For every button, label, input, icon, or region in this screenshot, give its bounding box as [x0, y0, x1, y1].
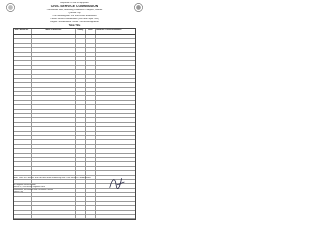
table-cell [96, 96, 135, 99]
table-cell [86, 123, 96, 126]
table-cell [14, 118, 32, 121]
table-title: Table Title [68, 24, 81, 27]
table-cell [14, 132, 32, 135]
table-cell [76, 105, 86, 108]
column-header-seat: Seat / Room No. [14, 29, 32, 34]
table-cell [76, 145, 86, 148]
column-header-name: Name of Examinee [32, 29, 76, 34]
table-cell [86, 105, 96, 108]
table-cell [76, 140, 86, 143]
table-cell [76, 44, 86, 47]
table-cell [76, 101, 86, 104]
table-cell [96, 211, 135, 214]
table-cell [14, 145, 32, 148]
table-cell [86, 154, 96, 157]
table-cell [96, 57, 135, 60]
header-city: Quezon City [68, 12, 81, 14]
table-cell [96, 35, 135, 38]
table-cell [96, 167, 135, 170]
column-header-rating: Rating [76, 29, 86, 34]
table-cell [86, 61, 96, 64]
table-cell [76, 53, 86, 56]
header-republic: Republic of the Philippines [60, 2, 89, 4]
signatory-line-3: Examination, Recruitment and Placement Division [13, 188, 53, 191]
table-cell [32, 96, 76, 99]
table-cell [86, 127, 96, 130]
table-cell [32, 145, 76, 148]
table-cell [32, 101, 76, 104]
table-cell [86, 96, 96, 99]
table-cell [14, 167, 32, 170]
table-cell [76, 35, 86, 38]
signatory-line-2: Director IV, Civil Service Regional Office [13, 186, 45, 189]
table-cell [86, 136, 96, 139]
table-cell [96, 48, 135, 51]
table-cell [14, 44, 32, 47]
table-cell [86, 83, 96, 86]
table-cell [86, 162, 96, 165]
handwritten-signature [108, 174, 126, 192]
table-cell [86, 88, 96, 91]
table-cell [96, 127, 135, 130]
table-cell [14, 123, 32, 126]
signatory-line-4: Quezon City [13, 190, 23, 193]
table-cell [14, 162, 32, 165]
table-cell [14, 83, 32, 86]
header-heading: The Following Are The Successful Examinees [52, 15, 97, 17]
table-cell [32, 180, 76, 183]
table-cell [32, 114, 76, 117]
table-cell [14, 53, 32, 56]
table-cell [86, 189, 96, 192]
table-cell [32, 61, 76, 64]
table-cell [32, 171, 76, 174]
table-cell [96, 132, 135, 135]
table-cell [96, 61, 135, 64]
header-exam-name: Career Service Examination (Pen and Paper Test) [50, 18, 99, 20]
table-cell [86, 140, 96, 143]
table-cell [32, 105, 76, 108]
table-cell [76, 197, 86, 200]
table-cell [96, 79, 135, 82]
table-cell [76, 61, 86, 64]
table-cell [76, 149, 86, 152]
table-cell [32, 211, 76, 214]
table-cell [32, 193, 76, 196]
table-cell [96, 154, 135, 157]
table-cell [32, 110, 76, 113]
table-cell [96, 53, 135, 56]
table-cell [76, 79, 86, 82]
table-cell [96, 215, 135, 218]
table-cell [76, 96, 86, 99]
table-cell [96, 149, 135, 152]
table-cell [14, 140, 32, 143]
table-cell [32, 79, 76, 82]
table-cell [76, 193, 86, 196]
table-cell [14, 66, 32, 69]
table-cell [76, 88, 86, 91]
column-header-remarks: Remarks / Passed Examinees [96, 29, 122, 31]
table-cell [14, 180, 32, 183]
table-cell [14, 158, 32, 161]
table-cell [32, 48, 76, 51]
table-cell [96, 202, 135, 205]
table-cell [14, 127, 32, 130]
table-cell [14, 96, 32, 99]
table-cell [32, 39, 76, 42]
table-cell [86, 44, 96, 47]
table-cell [96, 101, 135, 104]
table-cell [32, 44, 76, 47]
table-cell [14, 48, 32, 51]
table-cell [32, 215, 76, 218]
table-cell [76, 114, 86, 117]
table-cell [32, 197, 76, 200]
table-cell [96, 197, 135, 200]
table-cell [96, 92, 135, 95]
table-cell [14, 79, 32, 82]
csc-seal-icon [134, 3, 143, 12]
table-cell [32, 123, 76, 126]
table-cell [96, 39, 135, 42]
table-cell [76, 127, 86, 130]
table-cell [32, 136, 76, 139]
table-cell [14, 35, 32, 38]
table-cell [76, 57, 86, 60]
table-cell [14, 39, 32, 42]
table-cell [96, 44, 135, 47]
table-cell [76, 202, 86, 205]
table-cell [96, 70, 135, 73]
table-cell [96, 83, 135, 86]
table-cell [32, 167, 76, 170]
table-cell [86, 215, 96, 218]
table-cell [76, 211, 86, 214]
table-cell [76, 132, 86, 135]
table-cell [96, 66, 135, 69]
table-cell [14, 57, 32, 60]
table-cell [86, 184, 96, 187]
table-cell [32, 75, 76, 78]
table-cell [86, 149, 96, 152]
table-cell [76, 66, 86, 69]
document-page [0, 0, 149, 198]
table-cell [14, 149, 32, 152]
table-cell [96, 110, 135, 113]
table-cell [32, 132, 76, 135]
table-cell [14, 154, 32, 157]
table-cell [76, 75, 86, 78]
table-cell [86, 75, 96, 78]
table-cell [86, 211, 96, 214]
table-cell [76, 180, 86, 183]
philippine-seal-icon [6, 3, 15, 12]
table-cell [96, 206, 135, 209]
table-cell [86, 35, 96, 38]
table-cell [76, 123, 86, 126]
header-address: Constitution Hills, Batasang Pambansa Complex, Diliman [46, 9, 103, 11]
table-cell [86, 206, 96, 209]
table-cell [86, 180, 96, 183]
table-cell [14, 197, 32, 200]
table-cell [14, 92, 32, 95]
table-cell [76, 167, 86, 170]
table-cell [32, 70, 76, 73]
table-cell [96, 145, 135, 148]
table-cell [14, 136, 32, 139]
table-cell [14, 110, 32, 113]
table-cell [14, 211, 32, 214]
table-cell [14, 105, 32, 108]
table-cell [14, 206, 32, 209]
header-agency: CIVIL SERVICE COMMISSION [50, 5, 99, 8]
table-cell [86, 158, 96, 161]
table-cell [96, 136, 135, 139]
table-cell [32, 154, 76, 157]
table-cell [76, 48, 86, 51]
table-cell [32, 35, 76, 38]
table-cell [32, 162, 76, 165]
table-cell [86, 171, 96, 174]
footnote: Note: Lists of Passers are not final until verified by the Civil Service Commission. [13, 177, 92, 179]
column-header-level: Level [86, 29, 96, 34]
table-cell [76, 110, 86, 113]
table-cell [96, 158, 135, 161]
table-cell [86, 66, 96, 69]
signatory-line-1: For Regional Technical Staff [13, 184, 36, 186]
table-cell [76, 118, 86, 121]
table-cell [32, 140, 76, 143]
table-cell [86, 145, 96, 148]
table-cell [86, 101, 96, 104]
table-cell [86, 132, 96, 135]
table-cell [76, 70, 86, 73]
table-cell [14, 61, 32, 64]
table-cell [32, 158, 76, 161]
table-cell [76, 215, 86, 218]
table-cell [96, 114, 135, 117]
table-cell [14, 101, 32, 104]
table-cell [86, 48, 96, 51]
table-cell [86, 118, 96, 121]
table-cell [32, 149, 76, 152]
table-cell [32, 88, 76, 91]
table-cell [14, 171, 32, 174]
table-cell [14, 75, 32, 78]
table-cell [76, 162, 86, 165]
table-cell [96, 162, 135, 165]
table-cell [96, 140, 135, 143]
table-cell [86, 114, 96, 117]
header-assignment: Region / Examination Center / School Assignment [50, 21, 99, 23]
table-cell [32, 57, 76, 60]
table-cell [96, 75, 135, 78]
table-row [14, 215, 135, 219]
table-cell [32, 83, 76, 86]
table-cell [32, 206, 76, 209]
table-cell [86, 39, 96, 42]
table-cell [96, 118, 135, 121]
table-cell [76, 92, 86, 95]
table-cell [76, 83, 86, 86]
signatory-block [13, 184, 83, 193]
table-cell [14, 193, 32, 196]
table-cell [86, 167, 96, 170]
table-cell [32, 66, 76, 69]
table-cell [86, 79, 96, 82]
table-cell [14, 114, 32, 117]
table-cell [14, 70, 32, 73]
table-cell [32, 118, 76, 121]
table-cell [76, 171, 86, 174]
table-cell [32, 92, 76, 95]
table-cell [96, 88, 135, 91]
table-cell [14, 215, 32, 218]
table-cell [86, 110, 96, 113]
table-cell [86, 57, 96, 60]
table-cell [32, 202, 76, 205]
table-cell [86, 92, 96, 95]
table-cell [76, 158, 86, 161]
table-cell [86, 53, 96, 56]
table-cell [32, 53, 76, 56]
table-cell [86, 193, 96, 196]
table-cell [76, 206, 86, 209]
table-cell [76, 154, 86, 157]
table-cell [14, 88, 32, 91]
table-cell [96, 123, 135, 126]
table-cell [14, 202, 32, 205]
table-cell [86, 202, 96, 205]
table-cell [86, 70, 96, 73]
table-cell [86, 197, 96, 200]
table-cell [76, 39, 86, 42]
table-cell [96, 105, 135, 108]
table-cell [76, 136, 86, 139]
table-cell [32, 127, 76, 130]
table-cell [96, 193, 135, 196]
